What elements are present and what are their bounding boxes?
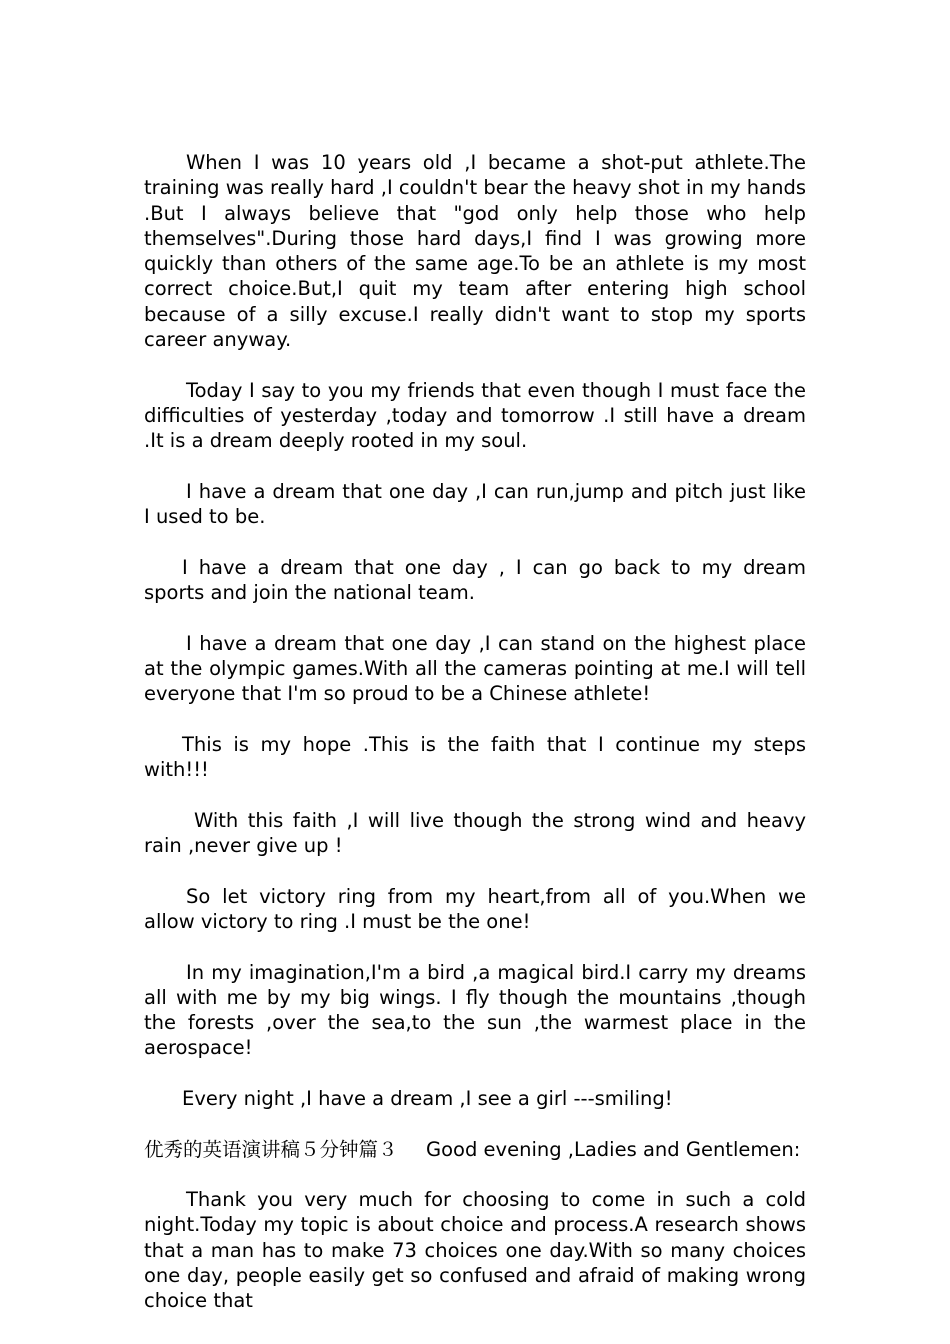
paragraph-dream-run-jump: I have a dream that one day ,I can run,jump and pitch just like I used to be.	[144, 479, 806, 529]
paragraph-thank-you: Thank you very much for choosing to come in such a cold night.Today my topic is about choice and process.A research shows that a man has to make 73 choices one day.With so many choices one day, people easily get so confused and afraid of making wrong choice that	[144, 1188, 806, 1313]
paragraph-today-i-say: Today I say to you my friends that even though I must face the difficulties of yesterday ,today and tomorrow .I still have a dream .It is a dream deeply rooted in my soul.	[144, 378, 806, 453]
paragraph-imagination-bird: In my imagination,I'm a bird ,a magical bird.I carry my dreams all with me by my big wings. I fly though the mountains ,though the forests ,over the sea,to the sun ,the warmest place in the aerospace!	[144, 960, 806, 1060]
paragraph-with-this-faith: With this faith ,I will live though the strong wind and heavy rain ,never give up !	[144, 808, 806, 858]
paragraph-victory-ring: So let victory ring from my heart,from all of you.When we allow victory to ring .I must be the one!	[144, 884, 806, 933]
document-body	[144, 150, 806, 1314]
section-title: 优秀的英语演讲稿５分钟篇３	[144, 1137, 398, 1161]
paragraph-every-night: Every night ,I have a dream ,I see a girl ---smiling!	[182, 1086, 673, 1110]
greeting-text: Good evening ,Ladies and Gentlemen:	[426, 1137, 801, 1161]
paragraph-dream-olympic: I have a dream that one day ,I can stand on the highest place at the olympic games.With all the cameras pointing at me.I will tell everyone that I'm so proud to be a Chinese athlete!	[144, 631, 806, 706]
paragraph-hope-faith: This is my hope .This is the faith that I continue my steps with!!!	[144, 732, 806, 782]
section-heading	[144, 1137, 806, 1162]
paragraph-dream-national-team: I have a dream that one day , I can go back to my dream sports and join the national team.	[144, 555, 806, 605]
paragraph-shot-put-athlete: When I was 10 years old ,I became a shot-put athlete.The training was really hard ,I couldn't bear the heavy shot in my hands .But I always believe that "god only help those who help themselves".During those hard days,I find I was growing more quickly than others of the same age.To be an athlete is my most correct choice.But,I quit my team after entering high school because of a silly excuse.I really didn't want to stop my sports career anyway.	[144, 151, 806, 352]
